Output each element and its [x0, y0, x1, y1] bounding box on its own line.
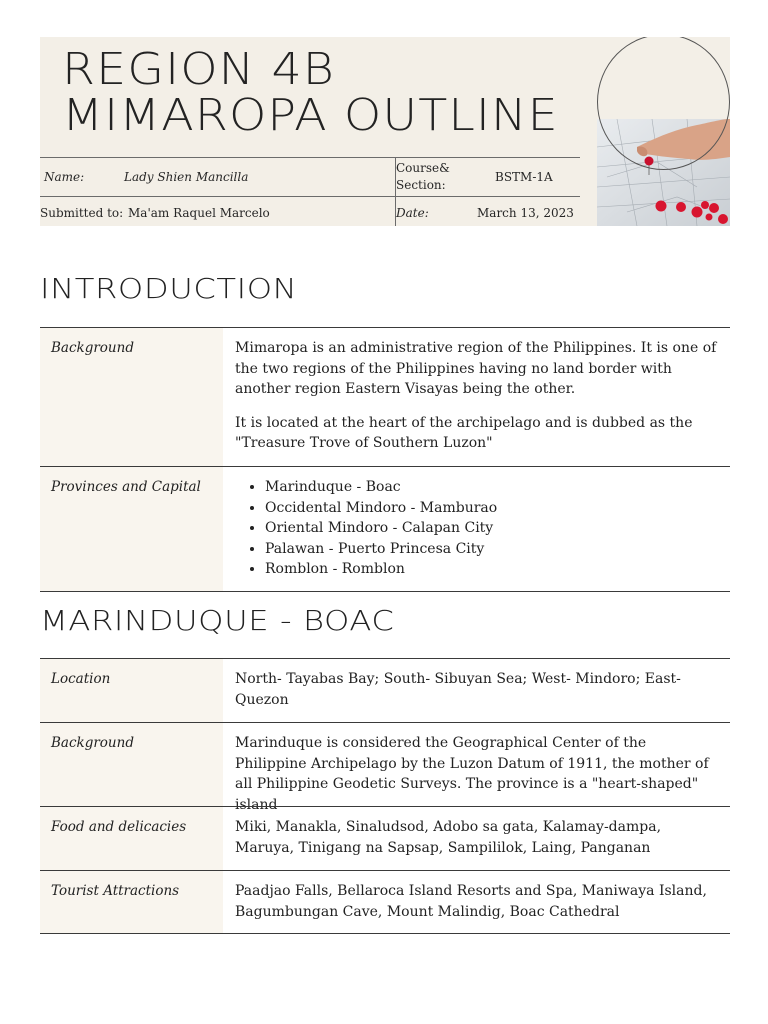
list-item: • Palawan - Puerto Princesa City: [265, 539, 720, 560]
row-content: Marinduque is considered the Geographical Center of the Philippine Archipelago by the Luzon Datum of 1911, the mother of all Philippine Geodetic Surveys. The province is a "heart-shaped" island: [235, 735, 709, 813]
row-label: Background: [40, 723, 223, 806]
table-row: [40, 870, 730, 934]
row-content: Paadjao Falls, Bellaroca Island Resorts and Spa, Maniwaya Island, Bagumbungan Cave, Mount Malindig, Boac Cathedral: [235, 883, 707, 920]
background-paragraph-2: It is located at the heart of the archipelago and is dubbed as the "Treasure Trove of Southern Luzon": [235, 414, 693, 451]
course-value: BSTM-1A: [495, 170, 553, 184]
provinces-list: [235, 477, 720, 580]
name-label: Name:: [44, 170, 85, 184]
list-item: • Oriental Mindoro - Calapan City: [265, 518, 720, 539]
header-divider-top: [40, 157, 580, 158]
list-item: • Romblon - Romblon: [265, 559, 720, 580]
row-label: Background: [40, 328, 223, 466]
row-label: Food and delicacies: [40, 807, 223, 870]
marinduque-table: [40, 658, 730, 934]
introduction-heading: INTRODUCTION: [40, 272, 298, 305]
document-header: [40, 37, 730, 226]
header-divider-middle: [40, 196, 580, 197]
background-paragraph-1: Mimaropa is an administrative region of the Philippines. It is one of the two regions of the Philippines having no land border with another region Eastern Visayas being the other.: [235, 340, 717, 397]
marinduque-heading: MARINDUQUE - BOAC: [40, 604, 395, 637]
table-row: [40, 722, 730, 813]
name-value: Lady Shien Mancilla: [124, 170, 249, 184]
introduction-table: [40, 327, 730, 592]
date-value: March 13, 2023: [477, 206, 574, 220]
date-label: Date:: [396, 206, 429, 220]
course-label-line-1: Course&: [396, 161, 450, 175]
submitted-to-value: Ma'am Raquel Marcelo: [128, 206, 270, 220]
table-row: [40, 806, 730, 870]
course-label-line-2: Section:: [396, 178, 446, 192]
table-row: [40, 658, 730, 722]
list-item: • Marinduque - Boac: [265, 477, 720, 498]
decorative-circle: [597, 37, 730, 170]
row-content: North- Tayabas Bay; South- Sibuyan Sea; West- Mindoro; East- Quezon: [235, 671, 681, 708]
row-content: [223, 467, 730, 591]
row-content: [223, 328, 730, 466]
title-line-1: REGION 4B: [62, 44, 336, 95]
document-title: [62, 44, 559, 141]
map-pin-photo: [597, 37, 730, 226]
submitted-to-label: Submitted to:: [40, 206, 124, 220]
row-label: Tourist Attractions: [40, 871, 223, 933]
row-content: Miki, Manakla, Sinaludsod, Adobo sa gata, Kalamay-dampa, Maruya, Tinigang na Sapsap, Sampililok, Laing, Panganan: [235, 819, 662, 856]
table-row: [40, 327, 730, 466]
table-row: [40, 466, 730, 592]
title-line-2: MIMAROPA OUTLINE: [62, 90, 559, 141]
row-label: Location: [40, 659, 223, 722]
list-item: • Occidental Mindoro - Mamburao: [265, 498, 720, 519]
row-label: Provinces and Capital: [40, 467, 223, 591]
